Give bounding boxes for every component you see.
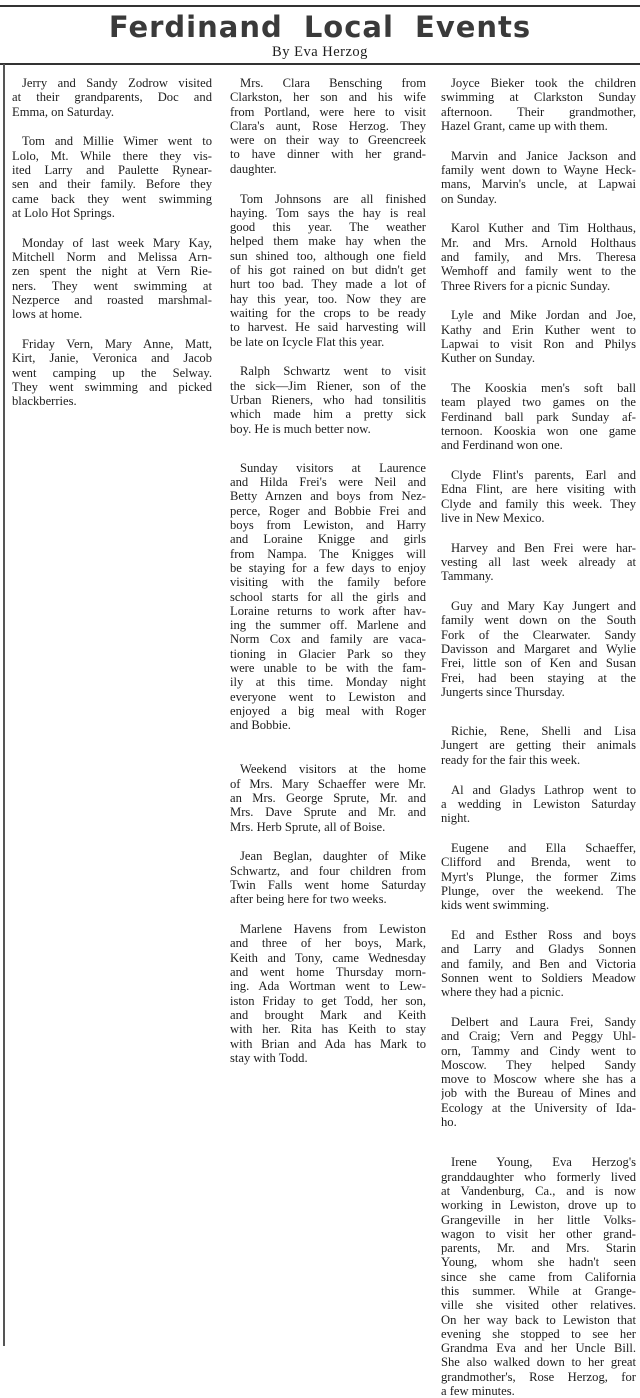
text-line: Guy and Mary Kay Jungert and bbox=[451, 599, 636, 614]
text-line: Davisson and Margaret and Wylie bbox=[441, 642, 636, 656]
text-line: Jungerts since Thursday. bbox=[441, 684, 565, 699]
text-line: Nezperce and roasted marshmal- bbox=[12, 292, 212, 307]
text-line: ing. Ada Wortman went to Lew- bbox=[230, 979, 426, 994]
text-line: move to Moscow where she has a bbox=[441, 1072, 636, 1087]
news-item bbox=[230, 192, 426, 349]
text-line: Jungert are getting their animals bbox=[441, 738, 636, 753]
text-line: Jean Beglan, daughter of Mike bbox=[240, 849, 426, 864]
news-item bbox=[12, 337, 212, 408]
text-line: Loraine returns to work after hav- bbox=[230, 603, 426, 618]
news-item bbox=[441, 599, 636, 699]
text-line: Grangeville in her little Volks- bbox=[441, 1212, 636, 1227]
text-line: Sunday visitors at Laurence bbox=[240, 460, 426, 475]
text-line: night. bbox=[441, 811, 471, 826]
text-line: evening she stopped to see her bbox=[441, 1326, 636, 1341]
news-item bbox=[441, 841, 636, 912]
text-line: Eugene and Ella Schaeffer, bbox=[451, 840, 636, 855]
text-line: Three Rivers for a picnic Sunday. bbox=[441, 278, 611, 293]
text-line: Schwartz, and four children from bbox=[230, 863, 426, 878]
news-item bbox=[441, 221, 636, 292]
text-line: team played two games on the bbox=[441, 395, 636, 410]
text-line: granddaughter who formerly lived bbox=[441, 1169, 636, 1184]
text-line: kids went swimming. bbox=[441, 898, 550, 913]
text-line: mans, Marvin's uncle, at Lapwai bbox=[441, 177, 636, 192]
text-line: orn, Tammy and Cindy went to bbox=[441, 1043, 636, 1058]
text-line: Young, whom she hadn't seen bbox=[441, 1255, 636, 1270]
text-line: Marvin and Janice Jackson and bbox=[451, 148, 636, 163]
text-line: good this year. The weather bbox=[230, 220, 426, 235]
text-line: at Lolo Hot Springs. bbox=[12, 205, 115, 220]
news-item bbox=[230, 762, 426, 833]
text-line: Ralph Schwartz went to visit bbox=[240, 364, 426, 379]
text-line: Urban Rieners, who had tonsilitis bbox=[230, 392, 426, 407]
news-item bbox=[441, 381, 636, 452]
text-line: and Bobbie. bbox=[230, 718, 291, 733]
text-line: this summer. While at Grange- bbox=[441, 1283, 636, 1298]
text-line: at Vandenburg, Ca., and is now bbox=[441, 1183, 636, 1198]
text-line: ited Larry and Paulette Rynear- bbox=[12, 162, 212, 177]
text-line: Wemhoff and family went to the bbox=[441, 264, 636, 279]
text-line: and went home Thursday morn- bbox=[230, 965, 426, 980]
text-line: Mrs. Herb Sprute, all of Boise. bbox=[230, 819, 386, 834]
text-line: parents, Mr. and Mrs. Starin bbox=[441, 1241, 636, 1256]
text-line: were on their way to Greencreek bbox=[230, 133, 426, 148]
text-line: Moscow. They helped Sandy bbox=[441, 1057, 636, 1072]
text-line: waiting for the crops to be ready bbox=[230, 305, 426, 320]
byline: By Eva Herzog bbox=[272, 44, 368, 60]
news-item bbox=[12, 236, 212, 322]
text-line: Twin Falls went home Saturday bbox=[230, 878, 426, 893]
headline: Ferdinand Local Events bbox=[108, 10, 532, 44]
text-line: and Larry and Gladys Sonnen bbox=[441, 942, 636, 957]
text-line: from Portland, were here to visit bbox=[230, 104, 426, 119]
text-line: Mr. and Mrs. Arnold Holthaus bbox=[441, 235, 636, 250]
text-line: iston Friday to get Todd, her son, bbox=[230, 993, 426, 1008]
column-1 bbox=[12, 68, 212, 408]
text-line: job with the Bureau of Mines and bbox=[441, 1086, 636, 1101]
text-line: Kirt, Janie, Veronica and Jacob bbox=[12, 351, 212, 366]
text-line: hay this year, too. Now they are bbox=[230, 291, 426, 306]
news-item bbox=[441, 928, 636, 999]
text-line: and brought Mark and Keith bbox=[230, 1007, 426, 1022]
text-line: visiting with the family before bbox=[230, 575, 426, 590]
text-line: Lapwai to visit Ron and Philys bbox=[441, 336, 636, 351]
text-line: boy. He is much better now. bbox=[230, 421, 371, 436]
text-line: Hazel Grant, came up with them. bbox=[441, 118, 608, 133]
text-line: Myrt's Plunge, the former Zims bbox=[441, 869, 636, 884]
text-line: Frei, had been staying at the bbox=[441, 670, 636, 685]
text-line: Al and Gladys Lathrop went to bbox=[451, 782, 636, 797]
news-item bbox=[441, 308, 636, 365]
text-line: Grandma Eva and her Uncle Bill. bbox=[441, 1341, 636, 1356]
text-line: On her way back to Lewiston that bbox=[441, 1312, 636, 1327]
text-line: Marlene Havens from Lewiston bbox=[240, 922, 426, 937]
text-line: Sonnen went to Soldiers Meadow bbox=[441, 970, 636, 985]
text-line: and family, and Mrs. Theresa bbox=[441, 249, 636, 264]
text-line: Edna Flint, are here visiting with bbox=[441, 482, 636, 497]
text-line: Ecology at the University of Ida- bbox=[441, 1100, 636, 1115]
text-line: an Mrs. George Sprute, Mr. and bbox=[230, 791, 426, 806]
text-line: swimming at Clarkston Sunday bbox=[441, 90, 636, 105]
news-item bbox=[230, 461, 426, 733]
news-item bbox=[441, 1015, 636, 1129]
text-line: ing the summer off. Marlene and bbox=[230, 618, 426, 633]
text-line: school starts for all the girls and bbox=[230, 589, 426, 604]
text-line: on Sunday. bbox=[441, 191, 497, 206]
text-line: enjoyed a big meal with Roger bbox=[230, 703, 426, 718]
news-item bbox=[441, 149, 636, 206]
text-line: of Mrs. Mary Schaeffer were Mr. bbox=[230, 776, 426, 791]
text-line: the sick—Jim Riener, son of the bbox=[230, 378, 426, 393]
text-line: from Nampa. The Knigges will bbox=[230, 546, 426, 561]
text-line: Clyde and family this week. They bbox=[441, 496, 636, 511]
news-item bbox=[12, 76, 212, 119]
text-line: Emma, on Saturday. bbox=[12, 104, 115, 119]
text-line: afternoon. Their grandmother, bbox=[441, 104, 636, 119]
text-line: zen spent the night at Vern Rie- bbox=[12, 264, 212, 279]
text-line: with her. Rita has Keith to stay bbox=[230, 1022, 426, 1037]
text-line: Fork of the Clearwater. Sandy bbox=[441, 627, 636, 642]
text-line: daughter. bbox=[230, 161, 277, 176]
text-line: be staying for a few days to enjoy bbox=[230, 560, 426, 575]
text-line: stay with Todd. bbox=[230, 1050, 308, 1065]
text-line: were unable to be with the fam- bbox=[230, 660, 426, 675]
text-line: She also walked down to her great bbox=[441, 1355, 636, 1370]
text-line: Clifford and Brenda, went to bbox=[441, 855, 636, 870]
text-line: perce, Roger and Bobbie Frei and bbox=[230, 503, 426, 518]
text-line: Mitchell Norm and Melissa Arn- bbox=[12, 249, 212, 264]
text-line: grandmother's, Rose Herzog, for bbox=[441, 1369, 636, 1384]
text-line: Ferdinand ball park Sunday af- bbox=[441, 409, 636, 424]
text-line: Tom Johnsons are all finished bbox=[240, 191, 426, 206]
news-item bbox=[230, 364, 426, 435]
text-line: family went down to Wayne Heck- bbox=[441, 162, 636, 177]
text-line: blackberries. bbox=[12, 394, 77, 409]
news-item bbox=[441, 76, 636, 133]
text-line: Joyce Bieker took the children bbox=[451, 76, 636, 90]
text-line: Mrs. Dave Sprute and Mr. and bbox=[230, 805, 426, 820]
column-3 bbox=[441, 68, 636, 1398]
text-line: Kathy and Erin Kuther went to bbox=[441, 322, 636, 337]
text-line: Clyde Flint's parents, Earl and bbox=[451, 468, 636, 483]
text-line: ternoon. Kooskia won one game bbox=[441, 423, 636, 438]
column-2 bbox=[230, 68, 426, 1065]
text-line: family went down on the South bbox=[441, 613, 636, 628]
news-item bbox=[441, 724, 636, 767]
text-line: Jerry and Sandy Zodrow visited bbox=[22, 76, 212, 90]
text-line: which made him a pretty sick bbox=[230, 407, 426, 422]
news-item bbox=[230, 76, 426, 176]
text-line: be late on Icycle Flat this year. bbox=[230, 334, 385, 349]
text-line: Richie, Rene, Shelli and Lisa bbox=[451, 724, 636, 739]
text-line: Frei, little son of Ken and Susan bbox=[441, 656, 636, 671]
text-line: ners. They went swimming at bbox=[12, 278, 212, 293]
text-line: haying. Tom says the hay is real bbox=[230, 205, 426, 220]
text-line: Keith and Tony, came Wednesday bbox=[230, 950, 426, 965]
text-line: Karol Kuther and Tim Holthaus, bbox=[451, 221, 636, 236]
text-line: Lolo, Mt. While there they vis- bbox=[12, 148, 212, 163]
text-line: Mrs. Clara Bensching from bbox=[240, 76, 426, 90]
text-line: after being here for two weeks. bbox=[230, 892, 387, 907]
text-line: everyone went to Lewiston and bbox=[230, 689, 426, 704]
text-line: and family, and Ben and Victoria bbox=[441, 956, 636, 971]
text-line: Friday Vern, Mary Anne, Matt, bbox=[22, 336, 212, 351]
text-line: Harvey and Ben Frei were har- bbox=[451, 540, 636, 555]
news-item bbox=[12, 134, 212, 220]
text-line: Delbert and Laura Frei, Sandy bbox=[451, 1014, 636, 1029]
text-line: wagon to visit her other grand- bbox=[441, 1226, 636, 1241]
news-item bbox=[441, 1155, 636, 1398]
text-line: went camping up the Selway. bbox=[12, 365, 212, 380]
text-line: Tom and Millie Wimer went to bbox=[22, 134, 212, 149]
text-line: a few minutes. bbox=[441, 1384, 515, 1398]
news-item bbox=[441, 541, 636, 584]
text-line: working in Lewiston, drove up to bbox=[441, 1198, 636, 1213]
text-line: and Hilda Frei's were Neil and bbox=[230, 475, 426, 490]
news-item bbox=[441, 783, 636, 826]
text-line: Monday of last week Mary Kay, bbox=[22, 235, 212, 250]
text-line: Tammany. bbox=[441, 569, 494, 584]
text-line: and Craig; Vern and Peggy Uhl- bbox=[441, 1029, 636, 1044]
text-line: since she came from California bbox=[441, 1269, 636, 1284]
text-line: where they had a picnic. bbox=[441, 985, 564, 1000]
news-item bbox=[441, 468, 636, 525]
text-line: ville she visited other relatives. bbox=[441, 1298, 636, 1313]
text-line: live in New Mexico. bbox=[441, 510, 545, 525]
left-border-rule bbox=[3, 64, 5, 1346]
text-line: sen and their family. Before they bbox=[12, 177, 212, 192]
text-line: with Brian and Ada has Mark to bbox=[230, 1036, 426, 1051]
text-line: Norm Cox and family are vaca- bbox=[230, 632, 426, 647]
text-line: to have dinner with her grand- bbox=[230, 147, 426, 162]
header-rule bbox=[0, 63, 640, 65]
text-line: They went swimming and picked bbox=[12, 379, 212, 394]
text-line: came back they went swimming bbox=[12, 191, 212, 206]
text-line: at their grandparents, Doc and bbox=[12, 90, 212, 105]
text-line: Weekend visitors at the home bbox=[240, 762, 426, 777]
text-line: The Kooskia men's soft ball bbox=[451, 381, 636, 396]
text-line: boys from Lewiston, and Harry bbox=[230, 518, 426, 533]
text-line: hurt too bad. They made a lot of bbox=[230, 277, 426, 292]
text-line: helped them make hay when the bbox=[230, 234, 426, 249]
text-line: Lyle and Mike Jordan and Joe, bbox=[451, 308, 636, 323]
text-line: a wedding in Lewiston Saturday bbox=[441, 796, 636, 811]
text-line: and three of her boys, Mark, bbox=[230, 936, 426, 951]
text-line: Plunge, over the weekend. The bbox=[441, 883, 636, 898]
text-line: lows at home. bbox=[12, 307, 83, 322]
text-line: ready for the fair this week. bbox=[441, 752, 581, 767]
text-line: and Ferdinand won one. bbox=[441, 438, 563, 453]
text-line: Irene Young, Eva Herzog's bbox=[451, 1155, 636, 1170]
news-item bbox=[230, 849, 426, 906]
text-line: tioning in Glacier Park so they bbox=[230, 646, 426, 661]
text-line: and Loraine Knigge and girls bbox=[230, 532, 426, 547]
text-line: Clara's aunt, Rose Herzog. They bbox=[230, 118, 426, 133]
text-line: ho. bbox=[441, 1115, 457, 1130]
text-line: Ed and Esther Ross and boys bbox=[451, 927, 636, 942]
text-line: Betty Arnzen and boys from Nez- bbox=[230, 489, 426, 504]
text-line: ily at this time. Monday night bbox=[230, 675, 426, 690]
text-line: of his got rained on but didn't get bbox=[230, 263, 426, 278]
text-line: Clarkston, her son and his wife bbox=[230, 90, 426, 105]
news-item bbox=[230, 922, 426, 1065]
top-rule bbox=[0, 5, 640, 7]
text-line: vesting all last week already at bbox=[441, 555, 636, 570]
text-line: sun shined too, although one field bbox=[230, 248, 426, 263]
text-line: to harvest. He said harvesting will bbox=[230, 320, 426, 335]
text-line: Kuther on Sunday. bbox=[441, 351, 535, 366]
